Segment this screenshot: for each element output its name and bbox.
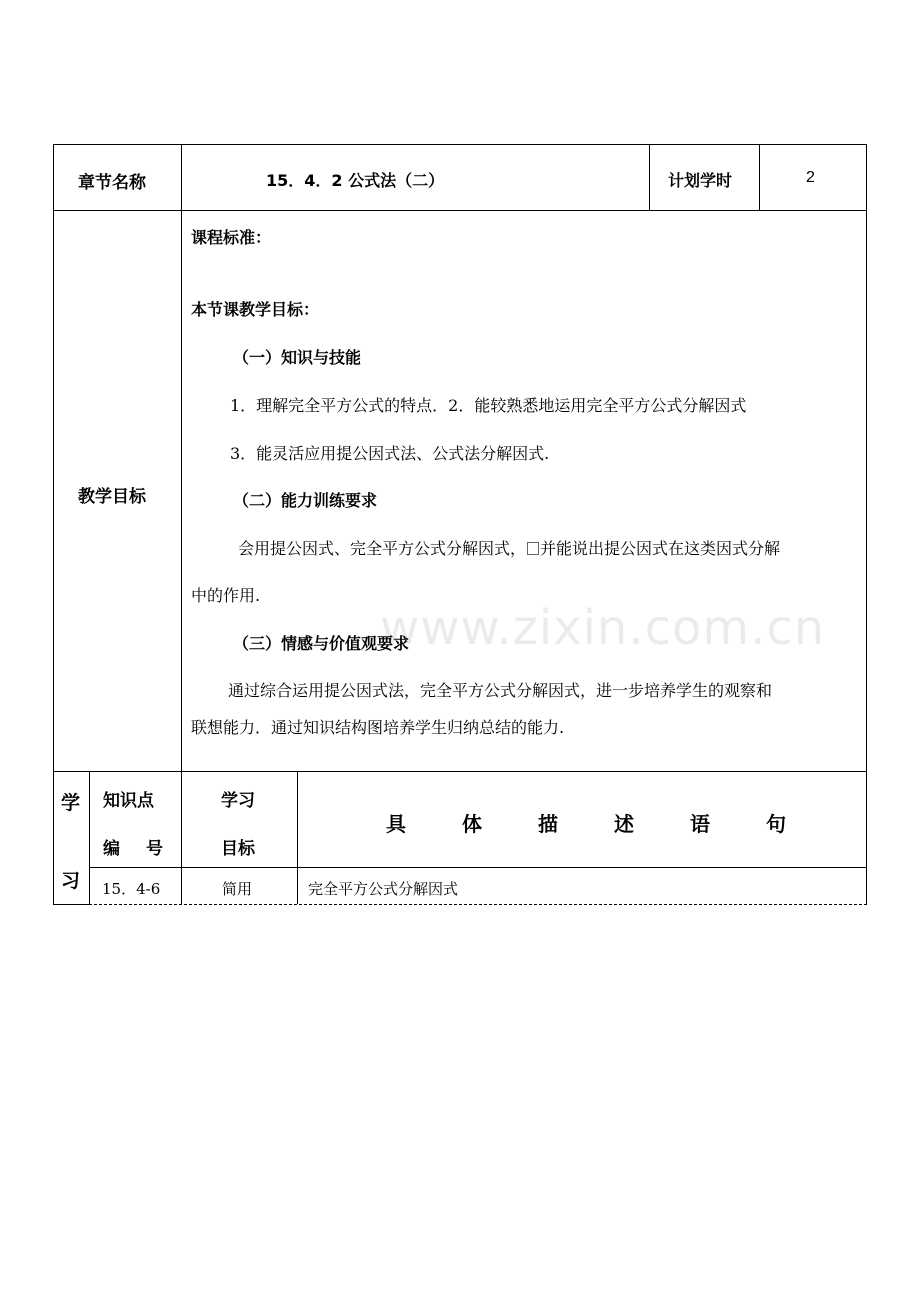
table-row-knowledge-id: 15．4-6 — [102, 880, 161, 898]
table-border-right — [866, 144, 867, 904]
description-header-char: 具 — [386, 812, 406, 836]
curriculum-label: 课程标准： — [191, 228, 272, 247]
hours-value: 2 — [806, 169, 815, 186]
hours-label: 计划学时 — [668, 171, 733, 190]
table-rule-header — [53, 210, 867, 211]
values-line-1: 通过综合运用提公因式法，完全平方公式分解因式，进一步培养学生的观察和 — [228, 681, 773, 700]
table-col-divider-hours-value — [759, 144, 760, 210]
section-ability-title: （二）能力训练要求 — [233, 491, 378, 510]
table-border-bottom-left — [53, 904, 89, 905]
description-header-char: 体 — [462, 812, 482, 836]
ability-line-1-part-a: 会用提公因式、完全平方公式分解因式， — [238, 539, 527, 558]
watermark: www.zixin.com.cn — [380, 600, 826, 656]
learning-target-header-1: 学习 — [221, 791, 255, 811]
description-header-char: 语 — [690, 812, 710, 836]
description-header-char: 描 — [538, 812, 558, 836]
chapter-title: 15．4．2 公式法（二） — [266, 171, 445, 190]
table-rule-objectives — [53, 771, 867, 772]
ability-line-2: 中的作用. — [191, 586, 261, 605]
table-row-learning-target: 简用 — [222, 880, 253, 898]
missing-glyph-box-icon — [527, 542, 539, 555]
description-header — [386, 808, 786, 837]
table-border-left — [53, 144, 54, 904]
description-header-char: 句 — [766, 812, 786, 836]
learning-target-header-2: 目标 — [221, 839, 255, 859]
chapter-label: 章节名称 — [78, 173, 146, 193]
table-rule-learning-header — [89, 867, 867, 868]
lesson-goals-label: 本节课教学目标： — [191, 300, 320, 319]
objectives-row-label: 教学目标 — [78, 487, 146, 507]
section-values-title: （三）情感与价值观要求 — [233, 634, 410, 653]
table-border-bottom-dashed — [89, 904, 867, 905]
knowledge-line-2: 3．能灵活应用提公因式法、公式法分解因式. — [230, 444, 550, 463]
table-col-divider-1 — [181, 144, 182, 904]
table-row-description: 完全平方公式分解因式 — [308, 880, 459, 898]
knowledge-number-header-b: 号 — [146, 839, 163, 859]
table-col-divider-target — [297, 771, 298, 904]
table-col-divider-side — [89, 771, 90, 904]
knowledge-line-1: 1．理解完全平方公式的特点．2．能较熟悉地运用完全平方公式分解因式 — [230, 396, 747, 415]
description-header-char: 述 — [614, 812, 634, 836]
ability-line-1-part-b: 并能说出提公因式在这类因式分解 — [540, 539, 781, 558]
learning-side-label-bottom: 习 — [61, 870, 81, 892]
table-border-top — [53, 144, 867, 145]
table-col-divider-hours — [649, 144, 650, 210]
section-knowledge-title: （一）知识与技能 — [233, 348, 362, 367]
ability-line-1 — [238, 536, 780, 559]
knowledge-point-header: 知识点 — [103, 791, 154, 811]
learning-side-label-top: 学 — [61, 792, 81, 814]
values-line-2: 联想能力．通过知识结构图培养学生归纳总结的能力. — [191, 718, 565, 737]
knowledge-number-header-a: 编 — [103, 839, 120, 859]
